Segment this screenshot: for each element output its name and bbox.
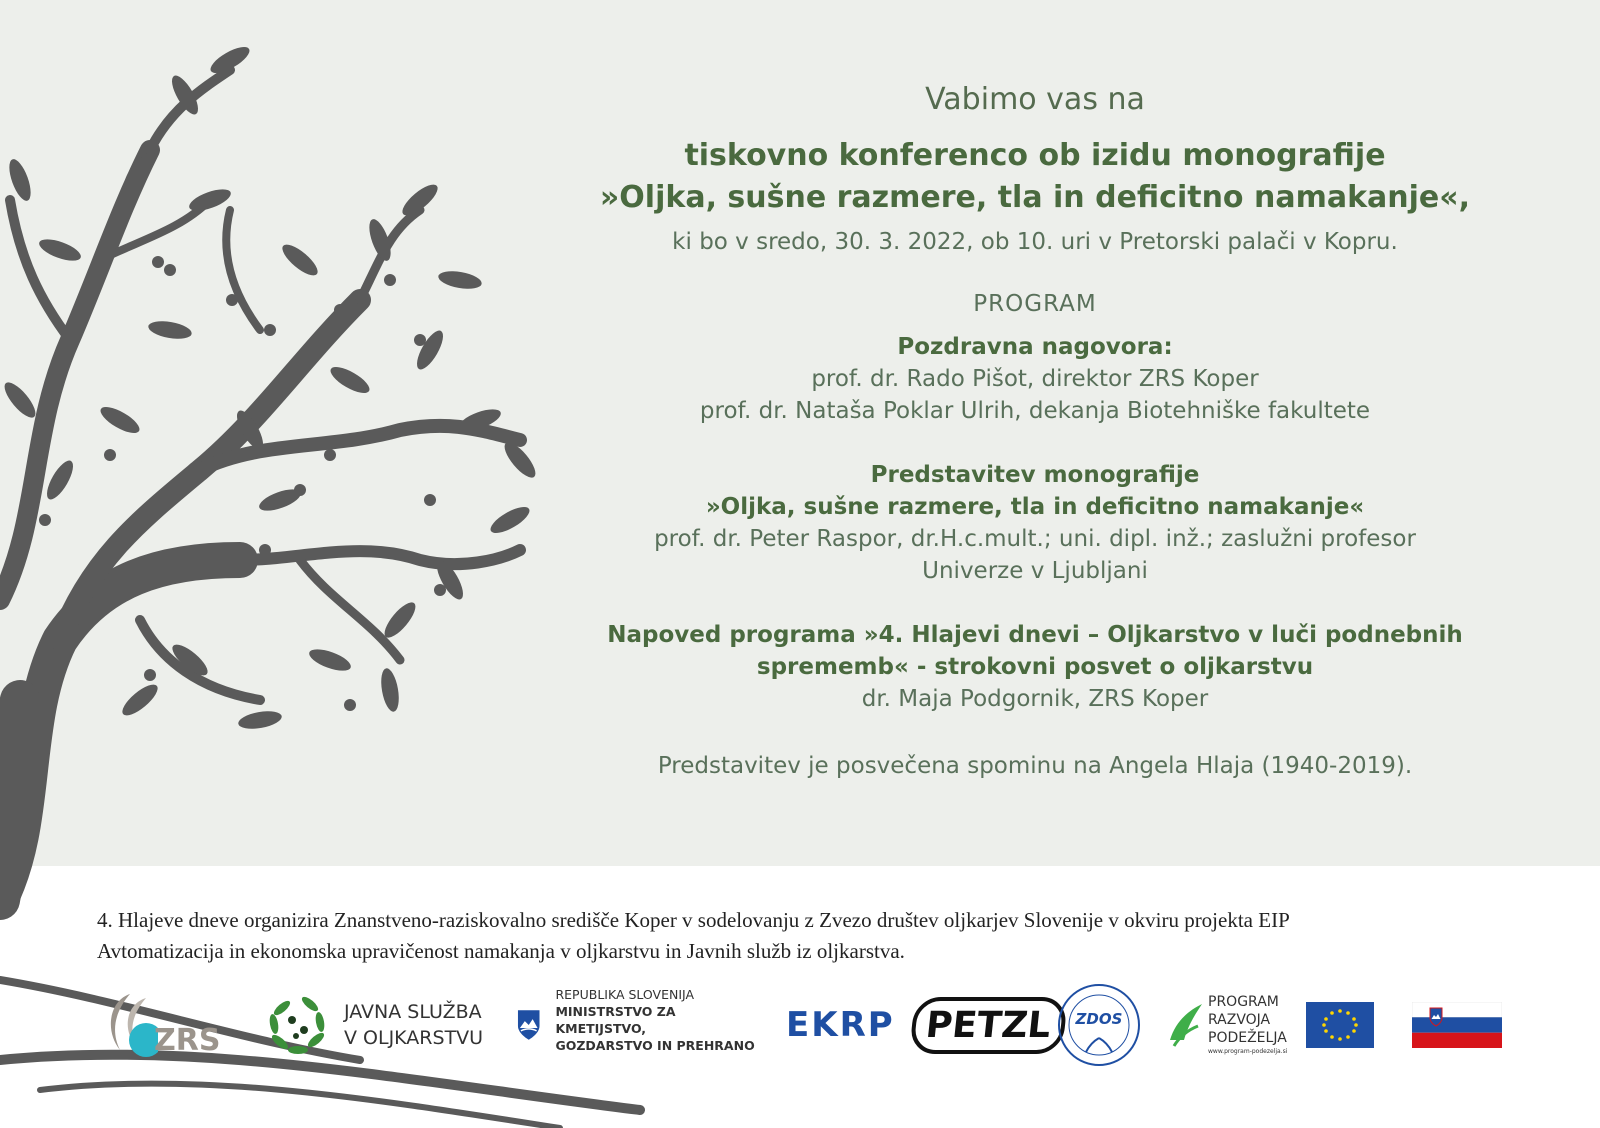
rural-dev-url: www.program-podezelja.si [1208, 1048, 1288, 1055]
section-3-heading-1: Napoved programa »4. Hlajevi dnevi – Oljkarstvo v luči podnebnih [607, 622, 1463, 648]
section-2-speaker-1: prof. dr. Peter Raspor, dr.H.c.mult.; uni. dipl. inž.; zaslužni profesor [654, 526, 1416, 552]
footnote-line-2: Avtomatizacija in ekonomska upravičenost namakanja v oljkarstvu in Javnih služb iz oljkarstva. [97, 939, 905, 963]
eu-flag-icon [1306, 1002, 1374, 1048]
footnote-line-1: 4. Hlajeve dneve organizira Znanstveno-raziskovalno središče Koper v sodelovanju z Zvezo društev oljkarjev Slovenije v okviru projekta EIP [97, 908, 1290, 932]
intro-text: Vabimo vas na [925, 82, 1145, 117]
zrs-logo [100, 980, 250, 1070]
petzl-logo-text: PETZL [923, 1004, 1053, 1046]
section-1-speaker-1: prof. dr. Rado Pišot, direktor ZRS Koper [811, 366, 1259, 392]
petzl-logo [912, 980, 1053, 1070]
program-heading: PROGRAM [973, 291, 1097, 317]
sponsor-logos [100, 980, 1520, 1070]
zrs-logo-mark [100, 990, 158, 1060]
slovenia-flag [1412, 980, 1504, 1070]
invitation-text [560, 82, 1510, 802]
javna-sluzba-logo [262, 980, 494, 1070]
ministry-line-1: REPUBLIKA SLOVENIJA [555, 987, 695, 1002]
eu-flag [1306, 980, 1376, 1070]
slovenia-coat-of-arms-icon [516, 1008, 541, 1042]
zdos-logo-text: ZDOS [1075, 1010, 1123, 1028]
ekrp-logo-text: EKRP [786, 1005, 895, 1045]
memorial-note: Predstavitev je posvečena spominu na Angela Hlaja (1940-2019). [657, 753, 1413, 779]
bird-icon [1166, 1000, 1204, 1050]
title-line-1: tiskovno konferenco ob izidu monografije [684, 138, 1386, 173]
javna-sluzba-line-2: V OLJKARSTVU [344, 1027, 484, 1049]
section-3-speaker-1: dr. Maja Podgornik, ZRS Koper [861, 686, 1209, 712]
ekrp-logo [786, 980, 898, 1070]
slovenia-flag-icon [1412, 1002, 1502, 1048]
rural-dev-line-2: RAZVOJA [1208, 1012, 1271, 1028]
title-line-2: »Oljka, sušne razmere, tla in deficitno namakanje«, [599, 180, 1471, 215]
rural-dev-line-3: PODEŽELJA [1208, 1030, 1287, 1046]
javna-sluzba-line-1: JAVNA SLUŽBA [344, 1001, 482, 1023]
section-2-heading-2: »Oljka, sušne razmere, tla in deficitno namakanje« [705, 494, 1365, 520]
zdos-logo [1056, 980, 1152, 1070]
ministry-line-2: MINISTRSTVO ZA KMETIJSTVO, [555, 1004, 676, 1036]
section-1-heading: Pozdravna nagovora: [897, 334, 1173, 360]
zrs-logo-text: ZRS [154, 1022, 221, 1058]
olive-wreath-icon [262, 990, 332, 1060]
event-date-location: ki bo v sredo, 30. 3. 2022, ob 10. uri v Pretorski palači v Kopru. [672, 229, 1398, 255]
section-1-speaker-2: prof. dr. Nataša Poklar Ulrih, dekanja Biotehniške fakultete [699, 398, 1371, 424]
rural-dev-line-1: PROGRAM [1208, 994, 1279, 1010]
section-2-speaker-2: Univerze v Ljubljani [922, 558, 1148, 584]
section-3-heading-2: sprememb« - strokovni posvet o oljkarstvu [756, 654, 1314, 680]
ministry-line-3: GOZDARSTVO IN PREHRANO [555, 1038, 755, 1053]
ministry-logo [516, 980, 766, 1070]
section-2-heading-1: Predstavitev monografije [870, 462, 1200, 488]
petzl-logo-frame [909, 997, 1068, 1054]
organizer-footnote [97, 905, 1537, 967]
rural-development-logo [1166, 980, 1296, 1070]
